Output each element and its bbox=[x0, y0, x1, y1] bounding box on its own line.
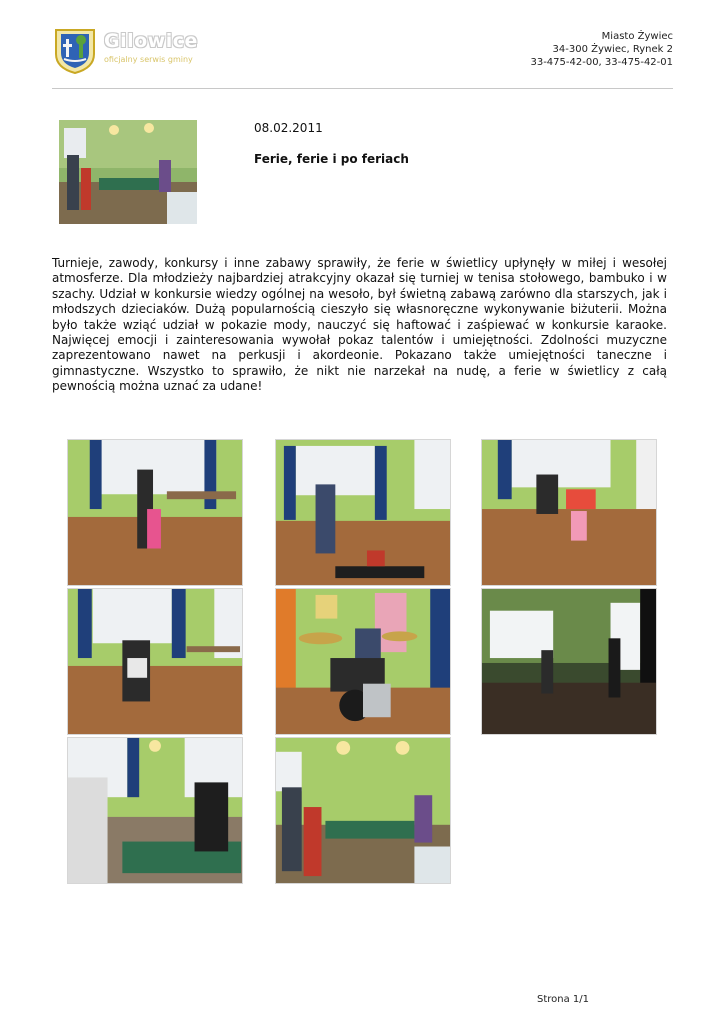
page-number: Strona 1/1 bbox=[537, 994, 590, 1005]
article-body: Turnieje, zawody, konkursy i inne zabawy sprawiły, że ferie w świetlicy upłynęły w miłej i wesołej atmosferze. Dla młodzieży najbardziej atrakcyjny okazał się turniej w tenisa stołowego, bambuko i w szachy. Udział w konkursie wiedzy ogólnej na wesoło, był świetną zabawą zarówno dla starszych, jak i młodszych dzieciaków. Dużą popularnością cieszyło się własnoręczne wykonywanie biżuterii. Można było także wziąć udział w pokazie mody, nauczyć się haftować i zaśpiewać w konkursie karaoke. Najwięcej emocji i zainteresowania wywołał pokaz talentów i umiejętności. Zdolności muzyczne zaprezentowano nawet na perkusji i akordeonie. Pokazano także umiejętności taneczne i gimnastyczne. Wszystko to sprawiło, że nikt nie narzekał na nudę, a ferie w świetlicy z całą pewnością można uznać za udane! bbox=[52, 256, 667, 394]
address-line-phone: 33-475-42-00, 33-475-42-01 bbox=[530, 57, 673, 68]
gallery-photo-1[interactable] bbox=[67, 439, 243, 586]
gallery-photo-6[interactable] bbox=[481, 588, 657, 735]
page-header bbox=[0, 0, 725, 90]
gallery-photo-3[interactable] bbox=[481, 439, 657, 586]
gallery-photo-8[interactable] bbox=[275, 737, 451, 884]
gallery-photo-5[interactable] bbox=[275, 588, 451, 735]
gallery-photo-7[interactable] bbox=[67, 737, 243, 884]
coat-of-arms-logo[interactable] bbox=[52, 26, 98, 74]
header-divider bbox=[52, 88, 673, 89]
address-line-street: 34-300 Żywiec, Rynek 2 bbox=[552, 44, 673, 55]
contact-address bbox=[530, 30, 673, 69]
article-thumbnail[interactable] bbox=[59, 120, 197, 224]
article-date: 08.02.2011 bbox=[254, 121, 323, 135]
article-title: Ferie, ferie i po feriach bbox=[254, 152, 409, 166]
gallery-photo-2[interactable] bbox=[275, 439, 451, 586]
site-tagline: oficjalny serwis gminy bbox=[104, 55, 193, 64]
gallery-photo-4[interactable] bbox=[67, 588, 243, 735]
address-line-city: Miasto Żywiec bbox=[601, 31, 673, 42]
site-logo-text: Gilowice bbox=[104, 30, 198, 52]
